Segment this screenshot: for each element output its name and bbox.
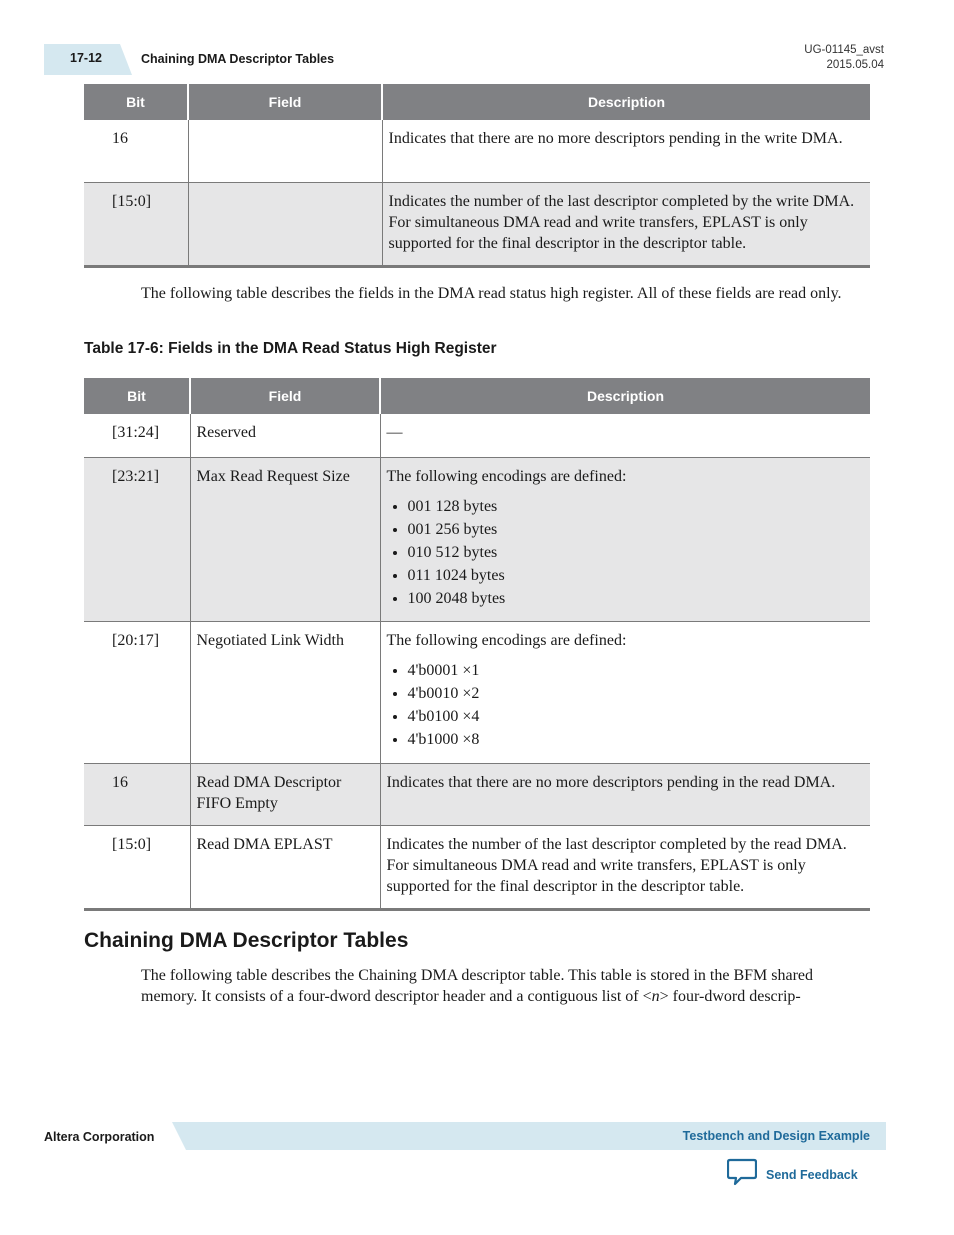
- field-cell: Read DMA Descriptor FIFO Empty: [190, 763, 380, 825]
- read-status-table: [84, 378, 870, 911]
- description-cell: [380, 457, 870, 621]
- paragraph-text: The following table describes the Chaining DMA descriptor table. This table is stored in the BFM shared memory. It consists of a four-dword descriptor header and a contiguous list of <: [141, 967, 814, 1005]
- table-row: [84, 182, 870, 266]
- table-header-row: [84, 84, 870, 120]
- bit-cell: [15:0]: [84, 182, 188, 266]
- bit-cell: 16: [84, 763, 190, 825]
- column-header-description: Description: [382, 84, 870, 120]
- encoding-list: [387, 495, 865, 610]
- list-item: • 4'b0100 ×4: [408, 705, 865, 728]
- paragraph-variable: n: [651, 988, 660, 1005]
- paragraph-text-end: > four-dword descrip-: [659, 988, 801, 1005]
- speech-bubble-icon: [727, 1158, 757, 1191]
- description-cell: Indicates the number of the last descriptor completed by the write DMA. For simultaneous DMA read and write transfers, EPLAST is only supported for the final descriptor in the descriptor table.: [382, 182, 870, 266]
- field-cell: Max Read Request Size: [190, 457, 380, 621]
- column-header-field: Field: [190, 378, 380, 414]
- list-item: • 011 1024 bytes: [408, 564, 865, 587]
- description-cell: —: [380, 414, 870, 457]
- bit-cell: [15:0]: [84, 825, 190, 909]
- description-text: The following encodings are defined:: [386, 631, 627, 649]
- doc-info: [804, 43, 884, 73]
- description-cell: Indicates that there are no more descriptors pending in the read DMA.: [380, 763, 870, 825]
- list-item: • 001 128 bytes: [408, 495, 865, 518]
- send-feedback-button[interactable]: [727, 1158, 858, 1191]
- list-item: • 4'b1000 ×8: [408, 728, 865, 751]
- column-header-field: Field: [188, 84, 382, 120]
- column-header-bit: Bit: [84, 84, 188, 120]
- table-row: [84, 120, 870, 182]
- table-row: [84, 414, 870, 457]
- table-row: [84, 621, 870, 763]
- description-cell: Indicates the number of the last descriptor completed by the read DMA. For simultaneous DMA read and write transfers, EPLAST is only supported for the final descriptor in the descriptor table.: [380, 825, 870, 909]
- field-cell: [188, 120, 382, 182]
- field-cell: Read DMA EPLAST: [190, 825, 380, 909]
- list-item: • 4'b0010 ×2: [408, 682, 865, 705]
- company-name: Altera Corporation: [44, 1130, 155, 1144]
- list-item: • 010 512 bytes: [408, 541, 865, 564]
- table-row: [84, 825, 870, 909]
- write-status-table: [84, 84, 870, 268]
- send-feedback-label: Send Feedback: [766, 1167, 858, 1182]
- running-header-title: Chaining DMA Descriptor Tables: [141, 52, 335, 66]
- page-number: 17-12: [70, 51, 102, 65]
- doc-date: 2015.05.04: [826, 59, 884, 71]
- description-text: The following encodings are defined:: [386, 467, 627, 485]
- doc-id: UG-01145_avst: [804, 44, 884, 56]
- table-row: [84, 763, 870, 825]
- field-cell: [188, 182, 382, 266]
- chapter-link[interactable]: Testbench and Design Example: [682, 1129, 870, 1143]
- table-row: [84, 457, 870, 621]
- section-paragraph: [141, 965, 866, 1007]
- bit-cell: [31:24]: [84, 414, 190, 457]
- intro-paragraph: The following table describes the fields in the DMA read status high register. All of these fields are read only.: [141, 285, 842, 302]
- bit-cell: [23:21]: [84, 457, 190, 621]
- table-header-row: [84, 378, 870, 414]
- section-heading: Chaining DMA Descriptor Tables: [84, 929, 409, 952]
- bit-cell: [20:17]: [84, 621, 190, 763]
- field-cell: Reserved: [190, 414, 380, 457]
- list-item: • 100 2048 bytes: [408, 587, 865, 610]
- column-header-bit: Bit: [84, 378, 190, 414]
- field-cell: Negotiated Link Width: [190, 621, 380, 763]
- table-caption: Table 17-6: Fields in the DMA Read Status High Register: [84, 340, 497, 357]
- list-item: • 4'b0001 ×1: [408, 659, 865, 682]
- list-item: • 001 256 bytes: [408, 518, 865, 541]
- encoding-list: [387, 659, 865, 751]
- column-header-description: Description: [380, 378, 870, 414]
- bit-cell: 16: [84, 120, 188, 182]
- description-cell: [380, 621, 870, 763]
- description-cell: Indicates that there are no more descriptors pending in the write DMA.: [382, 120, 870, 182]
